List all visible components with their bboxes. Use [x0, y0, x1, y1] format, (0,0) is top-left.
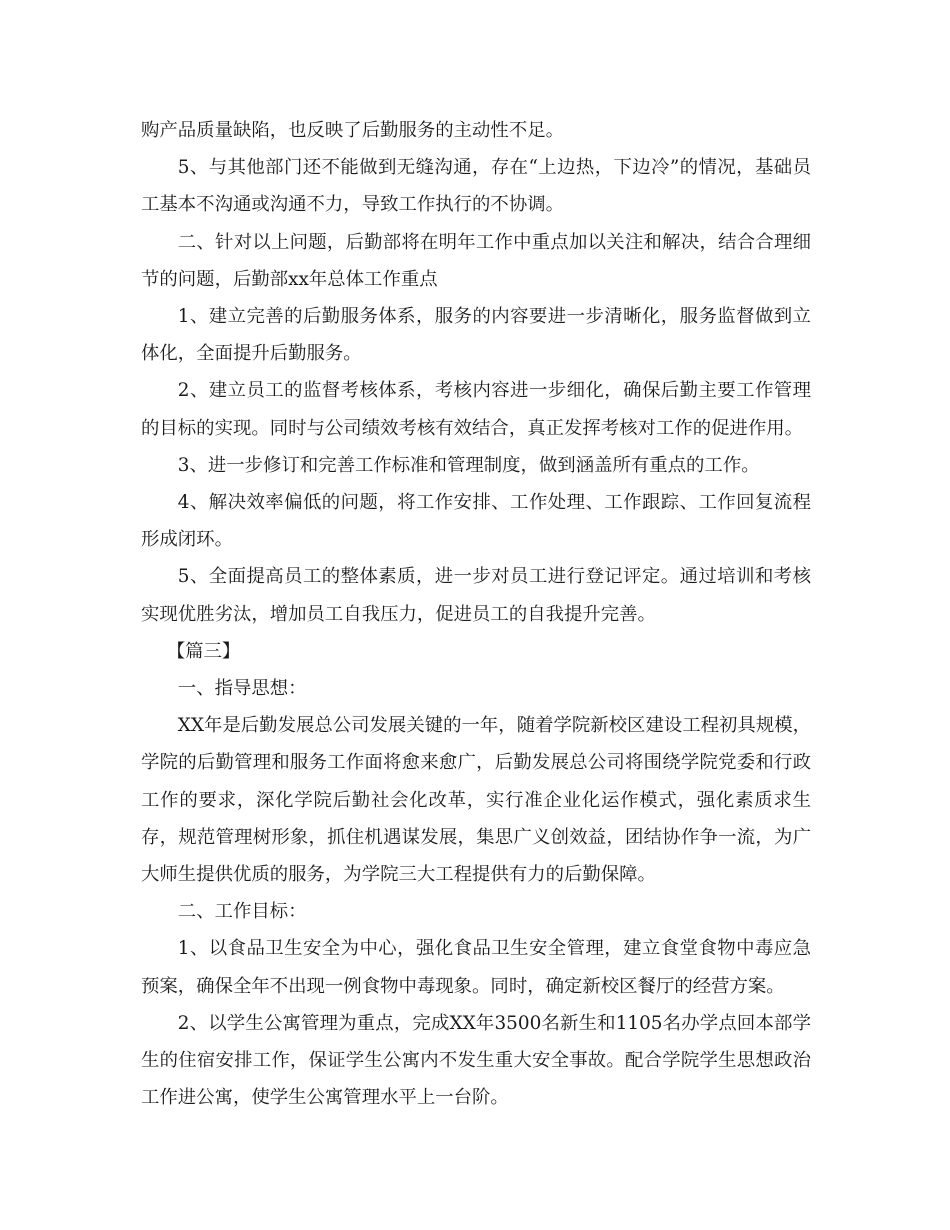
paragraph-item-4-efficiency: 4、解决效率偏低的问题，将工作安排、工作处理、工作跟踪、工作回复流程形成闭环。	[141, 492, 811, 551]
paragraph-goal-1-food-safety: 1、以食品卫生安全为中心，强化食品卫生安全管理，建立食堂食物中毒应急预案，确保全年不出现一例食物中毒现象。同时，确定新校区餐厅的经营方案。	[141, 938, 811, 997]
paragraph-goal-2-dormitory: 2、以学生公寓管理为重点，完成XX年3500名新生和1105名办学点回本部学生的住宿安排工作，保证学生公寓内不发生重大安全事故。配合学院学生思想政治工作进公寓，使学生公寓管理水平上一台阶。	[141, 1012, 811, 1109]
section-heading-part-three: 【篇三】	[166, 640, 241, 662]
paragraph-item-5-quality: 5、全面提高员工的整体素质，进一步对员工进行登记评定。通过培训和考核实现优胜劣汰，增加员工自我压力，促进员工的自我提升完善。	[141, 566, 811, 625]
paragraph-item-3-standards: 3、进一步修订和完善工作标准和管理制度，做到涵盖所有重点的工作。	[177, 454, 760, 476]
paragraph-guiding-ideology-body: XX年是后勤发展总公司发展关键的一年，随着学院新校区建设工程初具规模，学院的后勤管理和服务工作面将愈来愈广，后勤发展总公司将围绕学院党委和行政工作的要求，深化学院后勤社会化改革，实行准企业化运作模式，强化素质求生存，规范管理树形象，抓住机遇谋发展，集思广义创效益，团结协作争一流，为广大师生提供优质的服务，为学院三大工程提供有力的后勤保障。	[141, 715, 811, 886]
subheading-guiding-ideology: 一、指导思想：	[177, 678, 307, 700]
subheading-work-goals: 二、工作目标：	[177, 901, 307, 923]
paragraph-item-2-evaluation: 2、建立员工的监督考核体系，考核内容进一步细化，确保后勤主要工作管理的目标的实现。同时与公司绩效考核有效结合，真正发挥考核对工作的促进作用。	[141, 380, 811, 439]
paragraph-item-1-service-system: 1、建立完善的后勤服务体系，服务的内容要进一步清晰化，服务监督做到立体化，全面提升后勤服务。	[141, 306, 811, 365]
paragraph-section-2-intro: 二、针对以上问题，后勤部将在明年工作中重点加以关注和解决，结合合理细节的问题，后勤部xx年总体工作重点	[141, 231, 811, 290]
document-page	[141, 112, 811, 1116]
paragraph-item-5-communication: 5、与其他部门还不能做到无缝沟通，存在“上边热，下边冷”的情况，基础员工基本不沟通或沟通不力，导致工作执行的不协调。	[141, 157, 811, 216]
paragraph-continuation: 购产品质量缺陷，也反映了后勤服务的主动性不足。	[141, 120, 564, 141]
